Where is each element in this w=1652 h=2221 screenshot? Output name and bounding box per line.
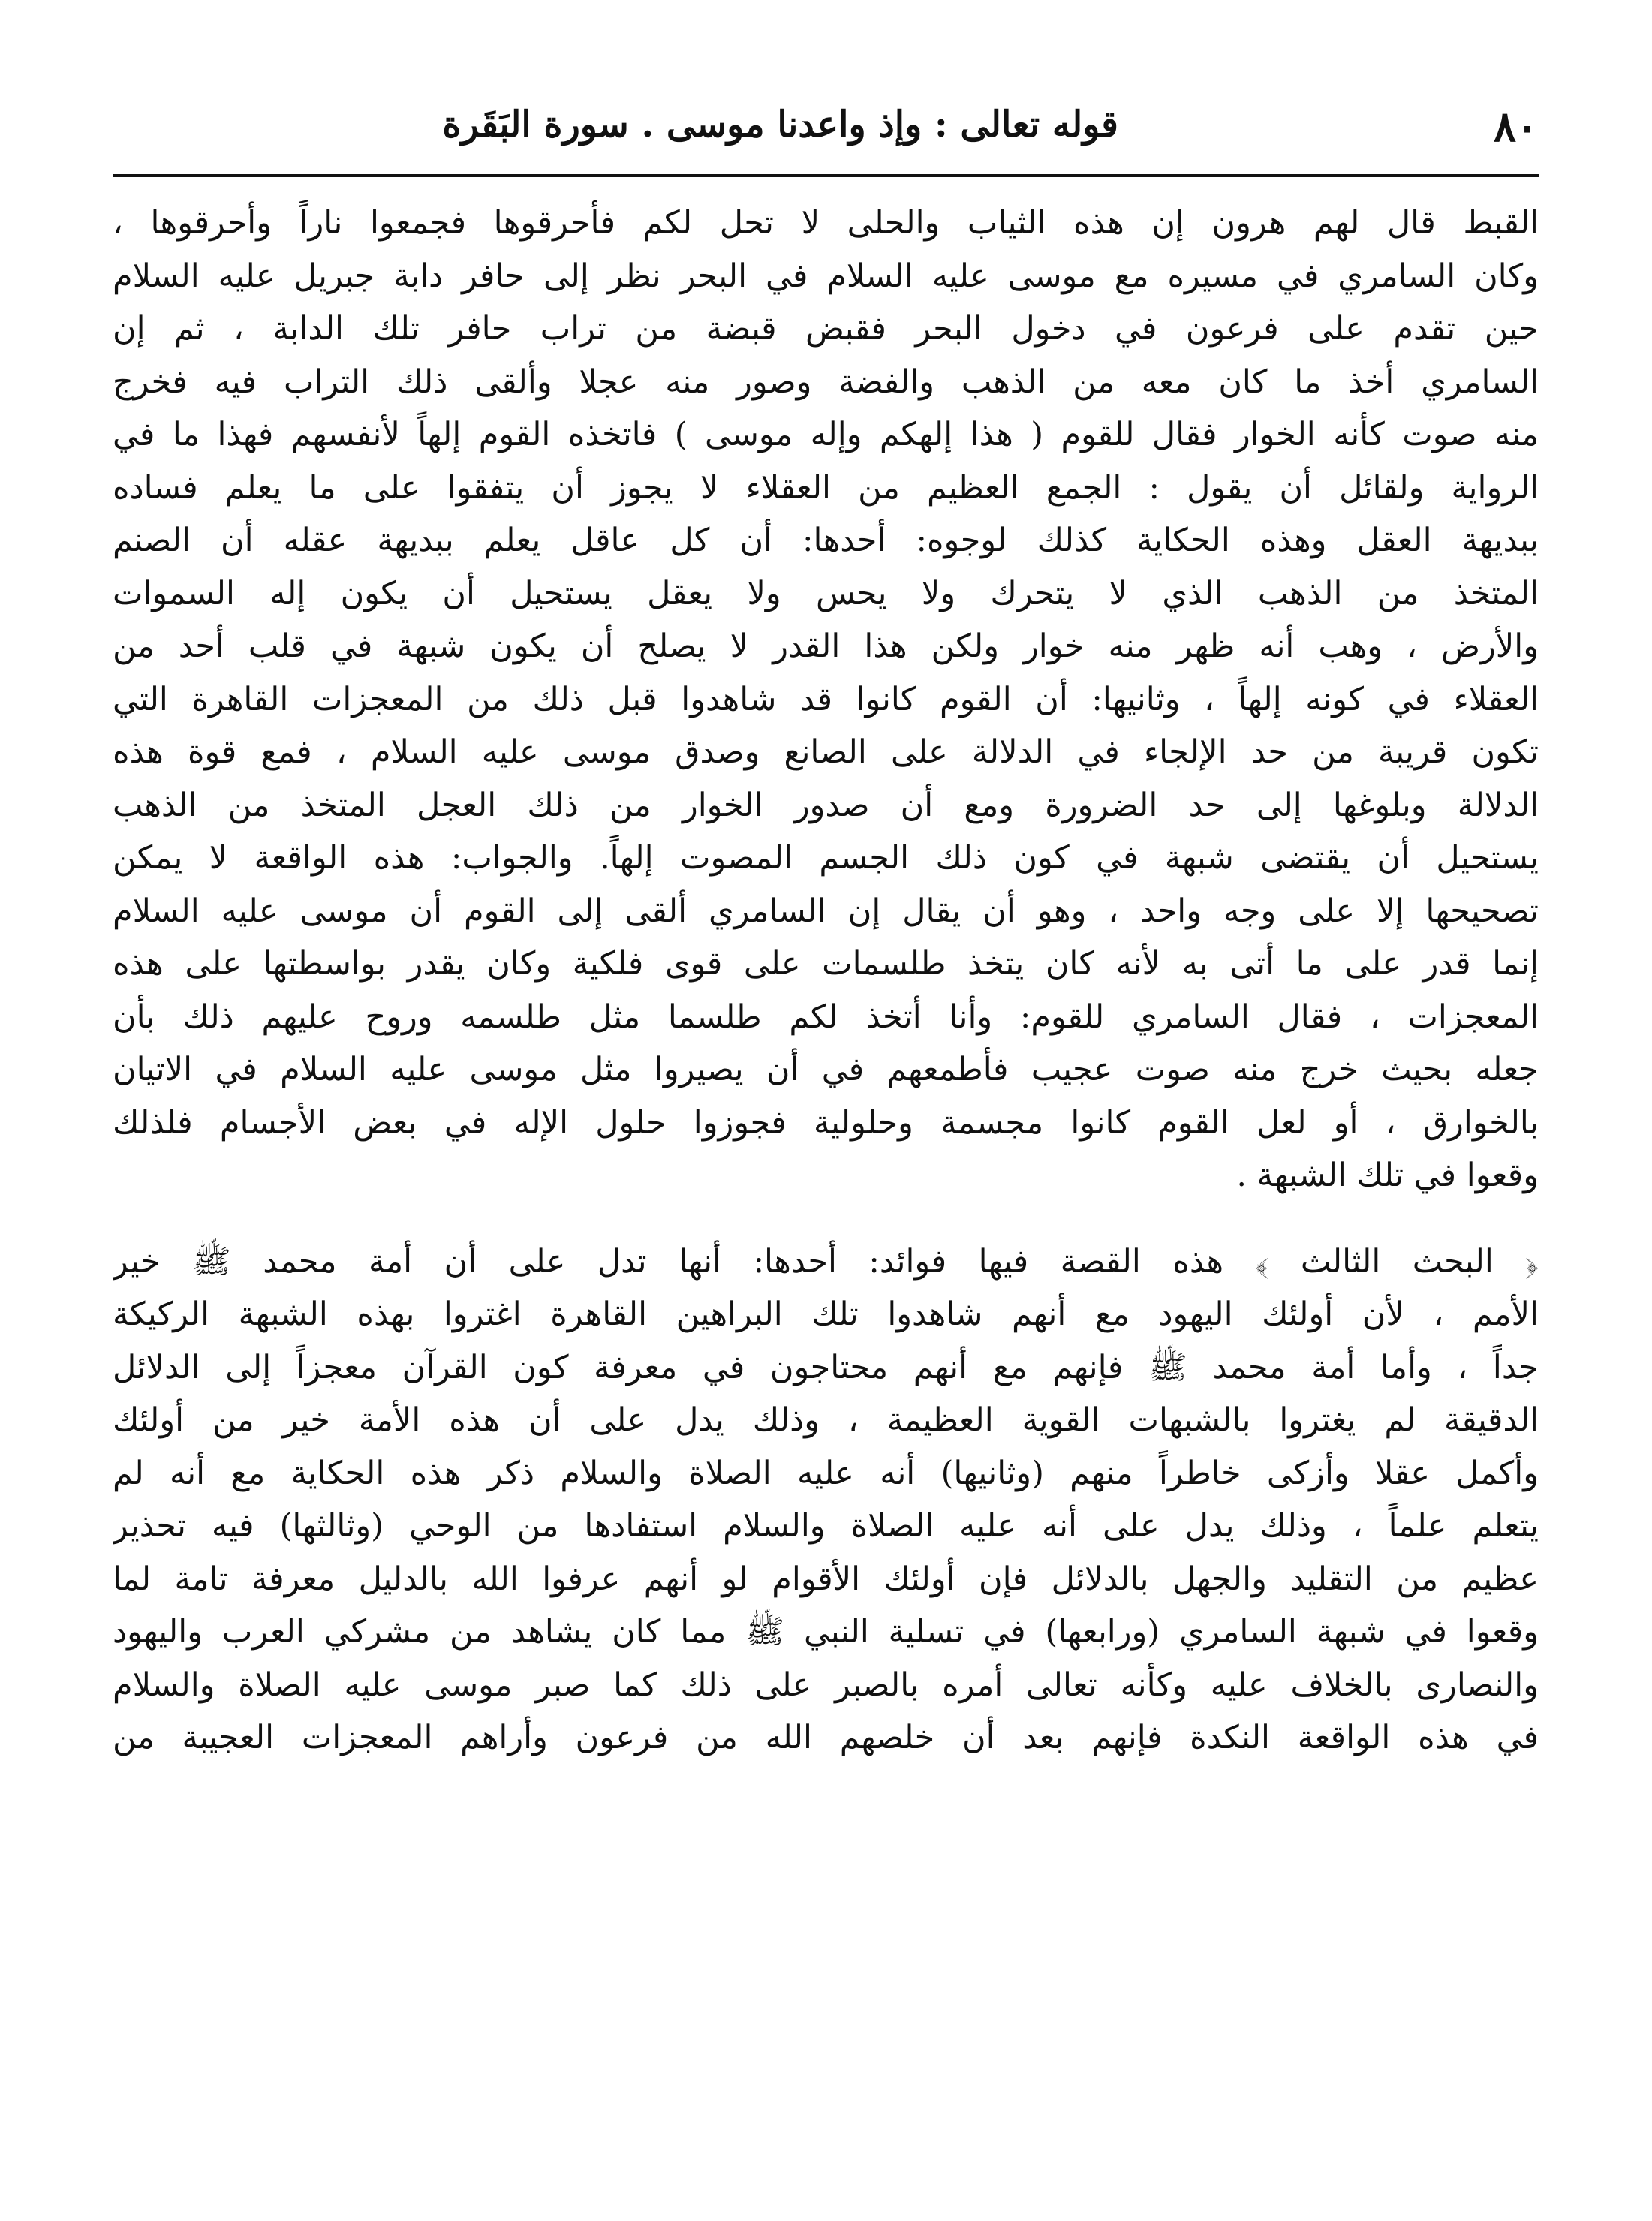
- header-rule: [113, 174, 1539, 177]
- text-line: تكون قريبة من حد الإلجاء في الدلالة على الصانع وصدق موسى عليه السلام ، فمع قوة هذه: [113, 733, 1539, 771]
- paragraph-section-1: [113, 197, 1539, 1202]
- text-line: منه صوت كأنه الخوار فقال للقوم ( هذا إلهكم وإله موسى ) فاتخذه القوم إلهاً لأنفسهم فهذا ما في: [113, 416, 1539, 453]
- text-line: الدقيقة لم يغتروا بالشبهات القوية العظيمة ، وذلك يدل على أن هذه الأمة خير من أولئك: [113, 1401, 1539, 1439]
- text-line: والنصارى بالخلاف عليه وكأنه تعالى أمره بالصبر على ذلك كما صبر موسى عليه الصلاة والسلام: [113, 1666, 1539, 1704]
- text-line: الدلالة وبلوغها إلى حد الضرورة ومع أن صدور الخوار من ذلك العجل المتخذ من الذهب: [113, 786, 1539, 824]
- text-line: جعله بحيث خرج منه صوت عجيب فأطمعهم في أن يصيروا مثل موسى عليه السلام في الاتيان: [113, 1051, 1539, 1088]
- text-line: وقعوا في شبهة السامري (ورابعها) في تسلية النبي ﷺ مما كان يشاهد من مشركي العرب واليهود: [113, 1613, 1539, 1651]
- text-line: إنما قدر على ما أتى به لأنه كان يتخذ طلسمات على قوى فلكية وكان يقدر بواسطتها على هذه: [113, 945, 1539, 983]
- text-line: الأمم ، لأن أولئك اليهود مع أنهم شاهدوا تلك البراهين القاهرة اغتروا بهذه الشبهة الركيكة: [113, 1296, 1539, 1333]
- text-line: وكان السامري في مسيره مع موسى عليه السلام في البحر نظر إلى حافر دابة جبريل عليه السلام: [113, 257, 1539, 295]
- text-line: المتخذ من الذهب الذي لا يتحرك ولا يحس ولا يعقل يستحيل أن يكون إله السموات: [113, 574, 1539, 612]
- text-line: وقعوا في تلك الشبهة .: [1236, 1157, 1539, 1194]
- text-line: السامري أخذ ما كان معه من الذهب والفضة وصور منه عجلا وألقى ذلك التراب فيه فخرج: [113, 363, 1539, 401]
- section-heading-line: ﴿ البحث الثالث ﴾ هذه القصة فيها فوائد: أحدها: أنها تدل على أن أمة محمد ﷺ خير: [113, 1242, 1539, 1281]
- text-line: والأرض ، وهب أنه ظهر منه خوار ولكن هذا القدر لا يصلح أن يكون شبهة في قلب أحد من: [113, 627, 1539, 665]
- text-line: حين تقدم على فرعون في دخول البحر فقبض قبضة من تراب حافر تلك الدابة ، ثم إن: [113, 310, 1539, 348]
- body-text: [113, 197, 1539, 1765]
- running-title: قوله تعالى : وإذ واعدنا موسى . سورة البَقَرة: [442, 104, 1118, 146]
- text-line: يستحيل أن يقتضى شبهة في كون ذلك الجسم المصوت إلهاً. والجواب: هذه الواقعة لا يمكن: [113, 839, 1539, 877]
- section-gap: [113, 1202, 1539, 1235]
- page-number: ٨٠: [1493, 102, 1539, 152]
- text-line: ببديهة العقل وهذه الحكاية كذلك لوجوه: أحدها: أن كل عاقل يعلم ببديهة عقله أن الصنم: [113, 522, 1539, 559]
- text-line: العقلاء في كونه إلهاً ، وثانيها: أن القوم كانوا قد شاهدوا قبل ذلك من المعجزات القاهرة التي: [113, 680, 1539, 718]
- text-line: يتعلم علماً ، وذلك يدل على أنه عليه الصلاة والسلام استفادها من الوحي (وثالثها) فيه تحذير: [113, 1507, 1539, 1545]
- text-line: الرواية ولقائل أن يقول : الجمع العظيم من العقلاء لا يجوز أن يتفقوا على ما يعلم فساده: [113, 468, 1539, 507]
- text-line: بالخوارق ، أو لعل القوم كانوا مجسمة وحلولية فجوزوا حلول الإله في بعض الأجسام فلذلك: [113, 1103, 1539, 1142]
- text-line: المعجزات ، فقال السامري للقوم: وأنا أتخذ لكم طلسما مثل طلسمه وروح عليهم ذلك بأن: [113, 998, 1539, 1036]
- text-line: عظيم من التقليد والجهل بالدلائل فإن أولئك الأقوام لو أنهم عرفوا الله بالدليل معرفة تامة لما: [113, 1560, 1539, 1598]
- text-line: تصحيحها إلا على وجه واحد ، وهو أن يقال إن السامري ألقى إلى القوم أن موسى عليه السلام: [113, 892, 1539, 930]
- text-line: القبط قال لهم هرون إن هذه الثياب والحلى لا تحل لكم فأحرقوها فجمعوا ناراً وأحرقوها ،: [113, 204, 1539, 242]
- text-line: في هذه الواقعة النكدة فإنهم بعد أن خلصهم الله من فرعون وأراهم المعجزات العجيبة من: [113, 1719, 1539, 1756]
- text-line: وأكمل عقلا وأزكى خاطراً منهم (وثانيها) أنه عليه الصلاة والسلام ذكر هذه الحكاية مع أنه لم: [113, 1454, 1539, 1492]
- page-header: [113, 96, 1539, 156]
- text-line: جداً ، وأما أمة محمد ﷺ فإنهم مع أنهم محتاجون في معرفة كون القرآن معجزاً إلى الدلائل: [113, 1348, 1539, 1386]
- paragraph-section-2: [113, 1235, 1539, 1765]
